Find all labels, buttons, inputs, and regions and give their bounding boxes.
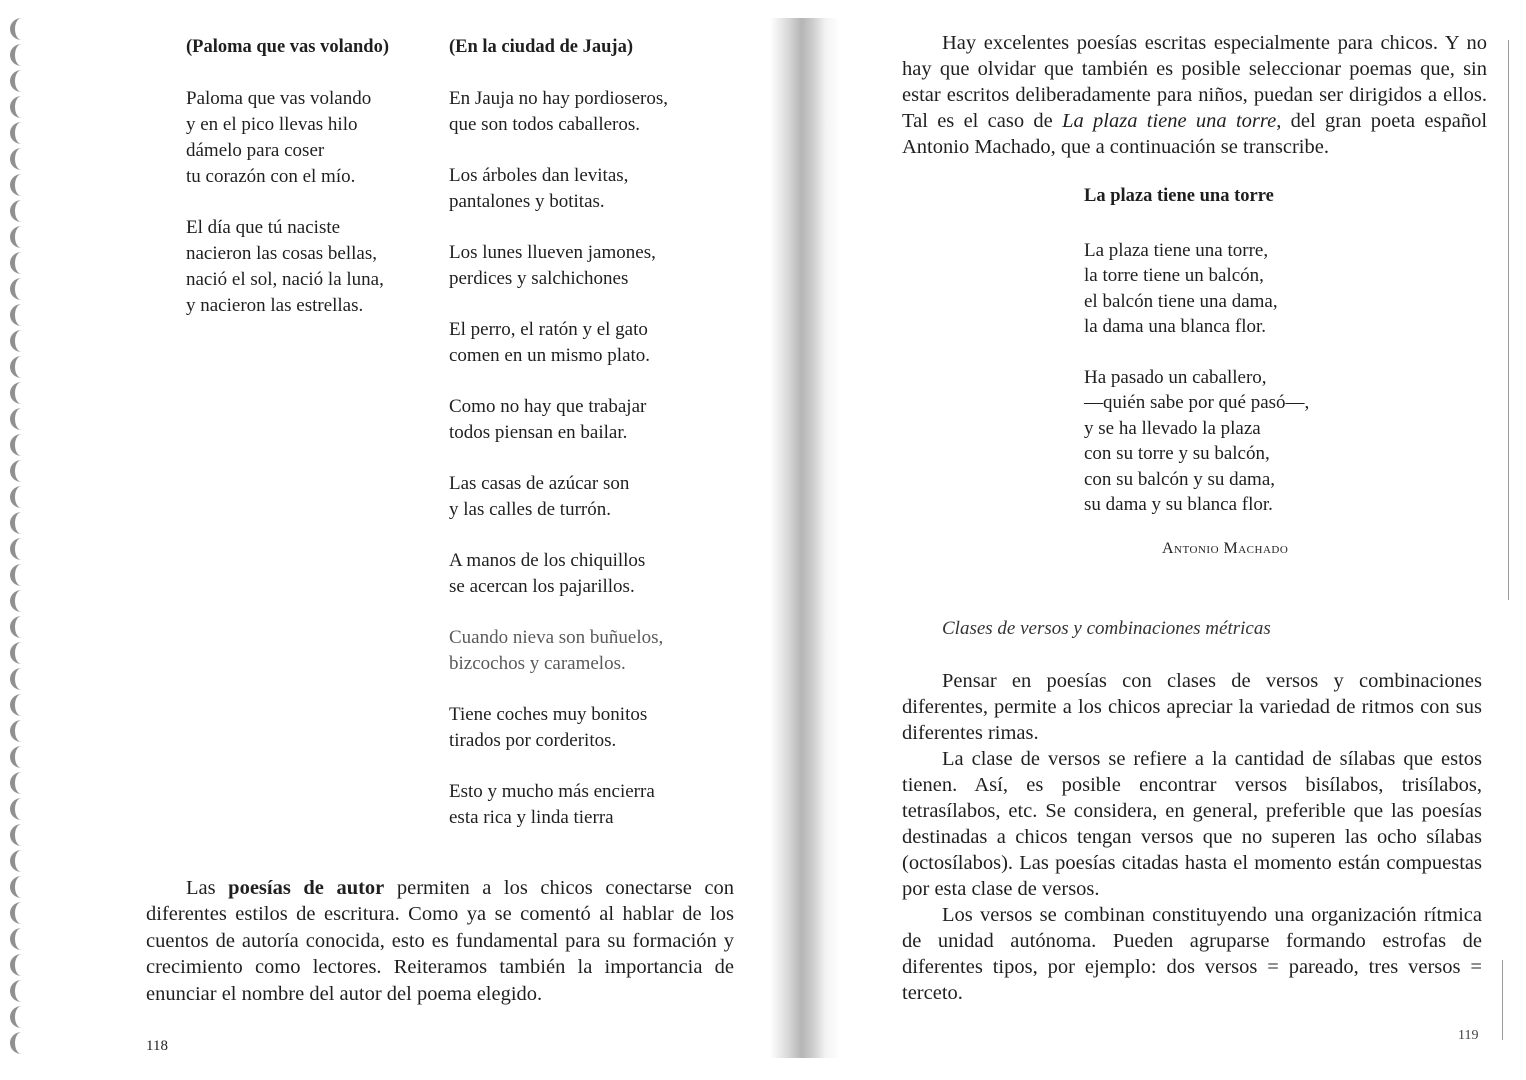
poem-author: Antonio Machado <box>1162 540 1289 557</box>
verse-line: A manos de los chiquillos <box>449 550 646 571</box>
stanza <box>449 163 739 215</box>
spiral-ring <box>10 876 33 898</box>
bold-term: poesías de autor <box>228 876 385 899</box>
book-gutter-shadow <box>770 18 840 1058</box>
intro-paragraph <box>902 30 1487 160</box>
spiral-ring <box>10 226 33 248</box>
verse-line: —quién sabe por qué pasó—, <box>1084 392 1310 413</box>
verse-line: Cuando nieva son buñuelos, <box>449 627 664 648</box>
stanza <box>449 394 739 446</box>
verse-line: nació el sol, nació la luna, <box>186 269 384 290</box>
spiral-ring <box>10 668 33 690</box>
verse-line: Los lunes llueven jamones, <box>449 242 656 263</box>
stanza <box>449 779 739 831</box>
spiral-ring <box>10 850 33 872</box>
poem-paloma <box>186 28 436 344</box>
page-number: 118 <box>146 1038 168 1054</box>
spiral-ring <box>10 382 33 404</box>
spiral-ring <box>10 486 33 508</box>
authors-paragraph <box>146 875 734 1008</box>
paragraph-text: Las <box>186 876 229 899</box>
spiral-ring <box>10 174 33 196</box>
poem-la-plaza <box>1084 184 1364 543</box>
poem-title: (En la ciudad de Jauja) <box>449 37 634 57</box>
verse-line: Esto y mucho más encierra <box>449 781 655 802</box>
verse-line: y en el pico llevas hilo <box>186 114 358 135</box>
left-page <box>140 28 740 1068</box>
spiral-ring <box>10 954 33 976</box>
spiral-ring <box>10 18 33 40</box>
verse-line: su dama y su blanca flor. <box>1084 494 1273 515</box>
paragraph-text: permiten a los chicos conectarse con diferentes estilos de escritura. Como ya se comentó al hablar de los cuentos de autoría conocida, esto es fundamental para su formación y crecimiento como lectores. Reiteramos también la importancia de enunciar el nombre del autor del poema elegido. <box>146 876 734 1005</box>
verse-line: dámelo para coser <box>186 140 325 161</box>
section-heading: Clases de versos y combinaciones métricas <box>942 618 1271 639</box>
spiral-ring <box>10 330 33 352</box>
verse-line: bizcochos y caramelos. <box>449 653 626 674</box>
spiral-ring <box>10 1006 33 1028</box>
verse-line: la torre tiene un balcón, <box>1084 265 1264 286</box>
verse-line: con su balcón y su dama, <box>1084 468 1276 490</box>
stanza <box>449 625 739 677</box>
verse-line: Paloma que vas volando <box>186 88 372 109</box>
poem-title: La plaza tiene una torre <box>1084 186 1274 206</box>
spiral-ring <box>10 720 33 742</box>
spiral-ring <box>10 746 33 768</box>
spiral-ring <box>10 824 33 846</box>
verse-line: que son todos caballeros. <box>449 114 641 135</box>
verse-line: esta rica y linda tierra <box>449 807 614 828</box>
spiral-ring <box>10 278 33 300</box>
spiral-ring <box>10 70 33 92</box>
spiral-ring <box>10 460 33 482</box>
spiral-ring <box>10 122 33 144</box>
spiral-ring <box>10 694 33 716</box>
verse-line: Los árboles dan levitas, <box>449 165 629 186</box>
verse-line: con su torre y su balcón, <box>1084 443 1270 464</box>
verse-line: El perro, el ratón y el gato <box>449 319 648 340</box>
page-edge <box>1502 960 1503 1040</box>
spiral-ring <box>10 642 33 664</box>
spiral-ring <box>10 902 33 924</box>
verse-line: pantalones y botitas. <box>449 191 605 212</box>
stanza <box>449 471 739 523</box>
verse-line: perdices y salchichones <box>449 268 629 289</box>
spiral-ring <box>10 512 33 534</box>
spiral-ring <box>10 356 33 378</box>
verse-line: En Jauja no hay pordioseros, <box>449 88 668 109</box>
spiral-ring <box>10 538 33 560</box>
verse-line: y las calles de turrón. <box>449 499 611 520</box>
body-paragraph: Pensar en poesías con clases de versos y combinaciones diferentes, permite a los chicos apreciar la variedad de ritmos con sus diferentes rimas. <box>902 670 1482 744</box>
spiral-ring <box>10 590 33 612</box>
poem-title: (Paloma que vas volando) <box>186 37 390 57</box>
page-edge <box>1508 40 1509 600</box>
stanza <box>186 215 436 319</box>
spiral-ring <box>10 1032 33 1054</box>
body-paragraph: Los versos se combinan constituyendo una organización rítmica de unidad autónoma. Pueden agruparse formando estrofas de diferentes tipos, por ejemplo: dos versos = pareado, tres versos = terceto. <box>902 904 1482 1004</box>
stanza <box>449 240 739 292</box>
verse-line: comen en un mismo plato. <box>449 345 651 366</box>
verse-line: tu corazón con el mío. <box>186 166 356 187</box>
stanza <box>1084 365 1364 518</box>
poem-title-reference: La plaza tiene una torre <box>1062 110 1277 132</box>
verse-line: Las casas de azúcar son <box>449 473 630 494</box>
spiral-ring <box>10 304 33 326</box>
right-page <box>902 28 1487 1068</box>
spiral-ring <box>10 564 33 586</box>
paragraph-text: , del gran poeta español Antonio Machado, que a continuación se transcribe. <box>902 110 1488 158</box>
verse-line: tirados por corderitos. <box>449 730 617 751</box>
verse-line: la dama una blanca flor. <box>1084 316 1267 337</box>
stanza <box>449 548 739 600</box>
spiral-ring <box>10 434 33 456</box>
stanza <box>1084 238 1364 340</box>
verse-line: y se ha llevado la plaza <box>1084 417 1261 439</box>
stanza <box>449 86 739 138</box>
spiral-ring <box>10 408 33 430</box>
stanza <box>449 702 739 754</box>
spiral-ring <box>10 96 33 118</box>
verse-line: y nacieron las estrellas. <box>186 295 364 316</box>
verse-line: Como no hay que trabajar <box>449 396 647 417</box>
verse-line: El día que tú naciste <box>186 217 341 238</box>
page-number: 119 <box>1458 1028 1479 1043</box>
poem-jauja <box>449 28 739 856</box>
spiral-ring <box>10 44 33 66</box>
body-paragraph: La clase de versos se refiere a la cantidad de sílabas que estos tienen. Así, es posible encontrar versos bisílabos, trisílabos, tetrasílabos, etc. Se considera, en general, preferible que las poesías destinadas a chicos tengan versos que no superen las ocho sílabas (octosílabos). Las poesías citadas hasta el momento están compuestas por esta clase de versos. <box>902 748 1482 900</box>
verse-line: todos piensan en bailar. <box>449 422 628 443</box>
spiral-ring <box>10 798 33 820</box>
verse-line: se acercan los pajarillos. <box>449 576 635 597</box>
spiral-ring <box>10 980 33 1002</box>
section-body <box>902 668 1482 1006</box>
paragraph-text: Hay excelentes poesías escritas especialmente para chicos. Y no hay que olvidar que también es posible seleccionar poemas que, sin estar escritos deliberadamente para niños, puedan ser dirigidos a ellos. Tal es el caso de <box>902 32 1487 132</box>
spiral-ring <box>10 772 33 794</box>
verse-line: Ha pasado un caballero, <box>1084 366 1267 388</box>
verse-line: nacieron las cosas bellas, <box>186 243 377 264</box>
spiral-ring <box>10 616 33 638</box>
spiral-ring <box>10 148 33 170</box>
spiral-ring <box>10 200 33 222</box>
spiral-ring <box>10 928 33 950</box>
spiral-ring <box>10 252 33 274</box>
stanza <box>186 86 436 190</box>
verse-line: La plaza tiene una torre, <box>1084 239 1269 261</box>
spiral-binding <box>8 18 38 1058</box>
verse-line: el balcón tiene una dama, <box>1084 290 1278 312</box>
verse-line: Tiene coches muy bonitos <box>449 704 648 725</box>
stanza <box>449 317 739 369</box>
